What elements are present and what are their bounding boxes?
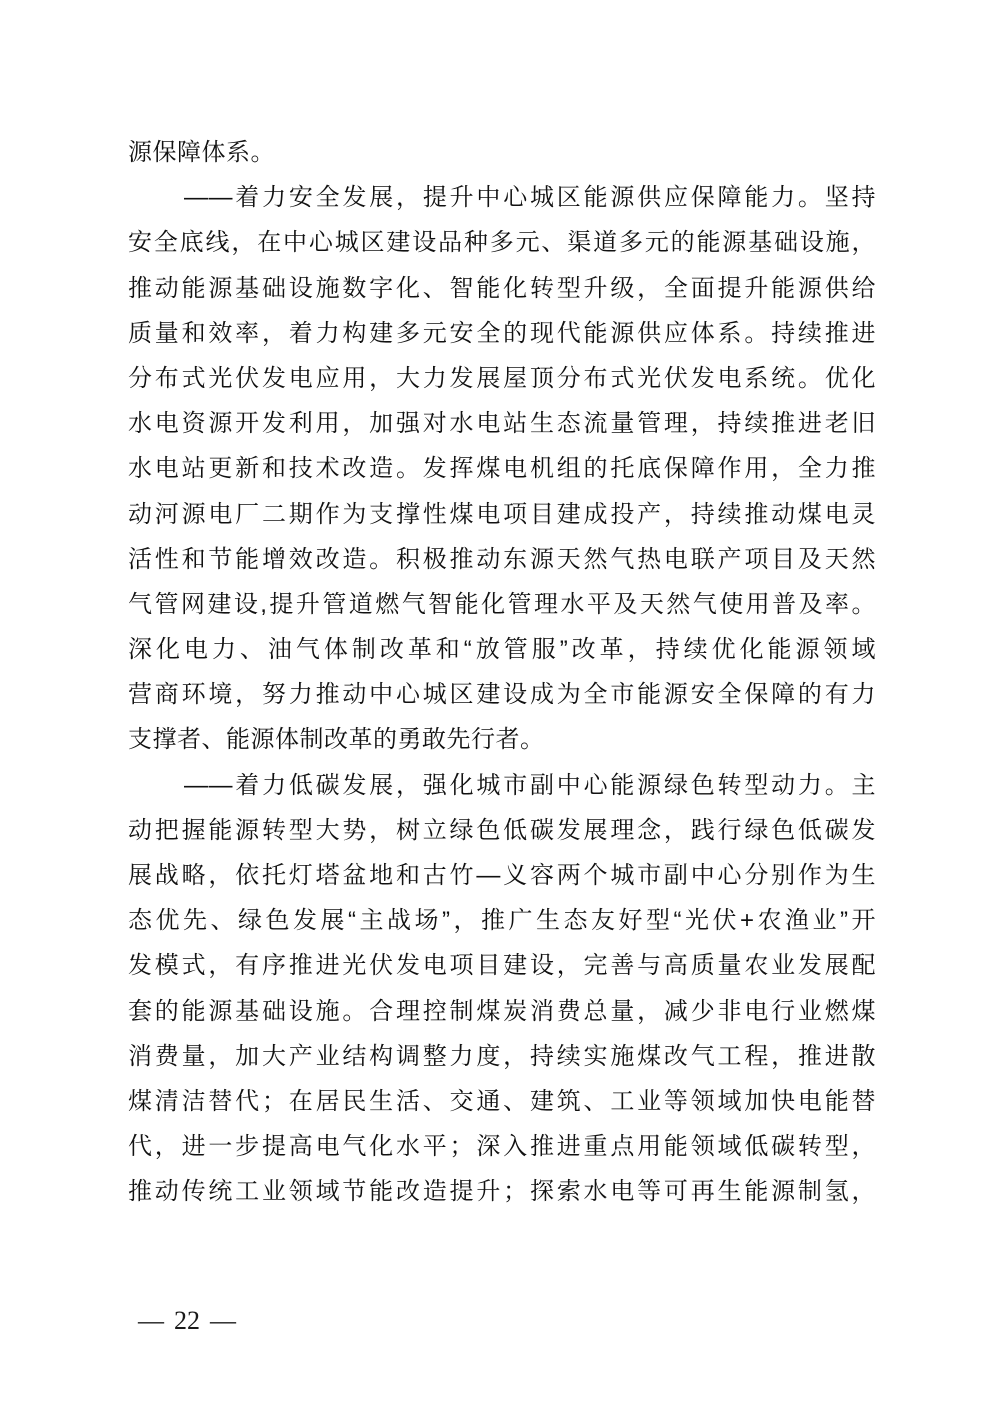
page-number: 22 — [174, 1306, 200, 1335]
text-line: 推动能源基础设施数字化、智能化转型升级，全面提升能源供给 — [128, 274, 876, 302]
footer-right-dash: — — [210, 1306, 236, 1335]
text-line: 水电资源开发利用，加强对水电站生态流量管理，持续推进老旧 — [128, 410, 876, 438]
text-line: 气管网建设,提升管道燃气智能化管理水平及天然气使用普及率。 — [128, 590, 876, 618]
text-line: ——着力低碳发展，强化城市副中心能源绿色转型动力。主 — [184, 771, 876, 799]
text-line: 源保障体系。 — [128, 139, 275, 166]
text-line: ——着力安全发展，提升中心城区能源供应保障能力。坚持 — [184, 184, 876, 212]
text-line: 套的能源基础设施。合理控制煤炭消费总量，减少非电行业燃煤 — [128, 997, 876, 1025]
text-line: 代，进一步提高电气化水平；深入推进重点用能领域低碳转型， — [128, 1133, 876, 1161]
text-line: 推动传统工业领域节能改造提升；探索水电等可再生能源制氢， — [128, 1178, 876, 1206]
text-line: 水电站更新和技术改造。发挥煤电机组的托底保障作用，全力推 — [128, 455, 876, 483]
page-footer — [138, 1306, 236, 1336]
text-line: 动把握能源转型大势，树立绿色低碳发展理念，践行绿色低碳发 — [128, 816, 876, 844]
text-line: 消费量，加大产业结构调整力度，持续实施煤改气工程，推进散 — [128, 1042, 876, 1070]
text-line: 活性和节能增效改造。积极推动东源天然气热电联产项目及天然 — [128, 545, 876, 573]
text-line: 发模式，有序推进光伏发电项目建设，完善与高质量农业发展配 — [128, 952, 876, 980]
text-line: 分布式光伏发电应用，大力发展屋顶分布式光伏发电系统。优化 — [128, 364, 876, 392]
text-line: 深化电力、油气体制改革和“放管服”改革，持续优化能源领域 — [128, 636, 876, 664]
text-line: 质量和效率，着力构建多元安全的现代能源供应体系。持续推进 — [128, 319, 876, 347]
text-line: 安全底线，在中心城区建设品种多元、渠道多元的能源基础设施， — [128, 229, 876, 257]
text-line: 动河源电厂二期作为支撑性煤电项目建成投产，持续推动煤电灵 — [128, 500, 876, 528]
text-line: 煤清洁替代；在居民生活、交通、建筑、工业等领域加快电能替 — [128, 1087, 876, 1115]
text-line: 营商环境，努力推动中心城区建设成为全市能源安全保障的有力 — [128, 681, 876, 709]
text-line: 态优先、绿色发展“主战场”，推广生态友好型“光伏+农渔业”开 — [128, 907, 876, 935]
text-line: 支撑者、能源体制改革的勇敢先行者。 — [128, 726, 545, 754]
text-block — [128, 130, 876, 1215]
text-line: 展战略，依托灯塔盆地和古竹—义容两个城市副中心分别作为生 — [128, 862, 876, 889]
footer-left-dash: — — [138, 1306, 164, 1335]
